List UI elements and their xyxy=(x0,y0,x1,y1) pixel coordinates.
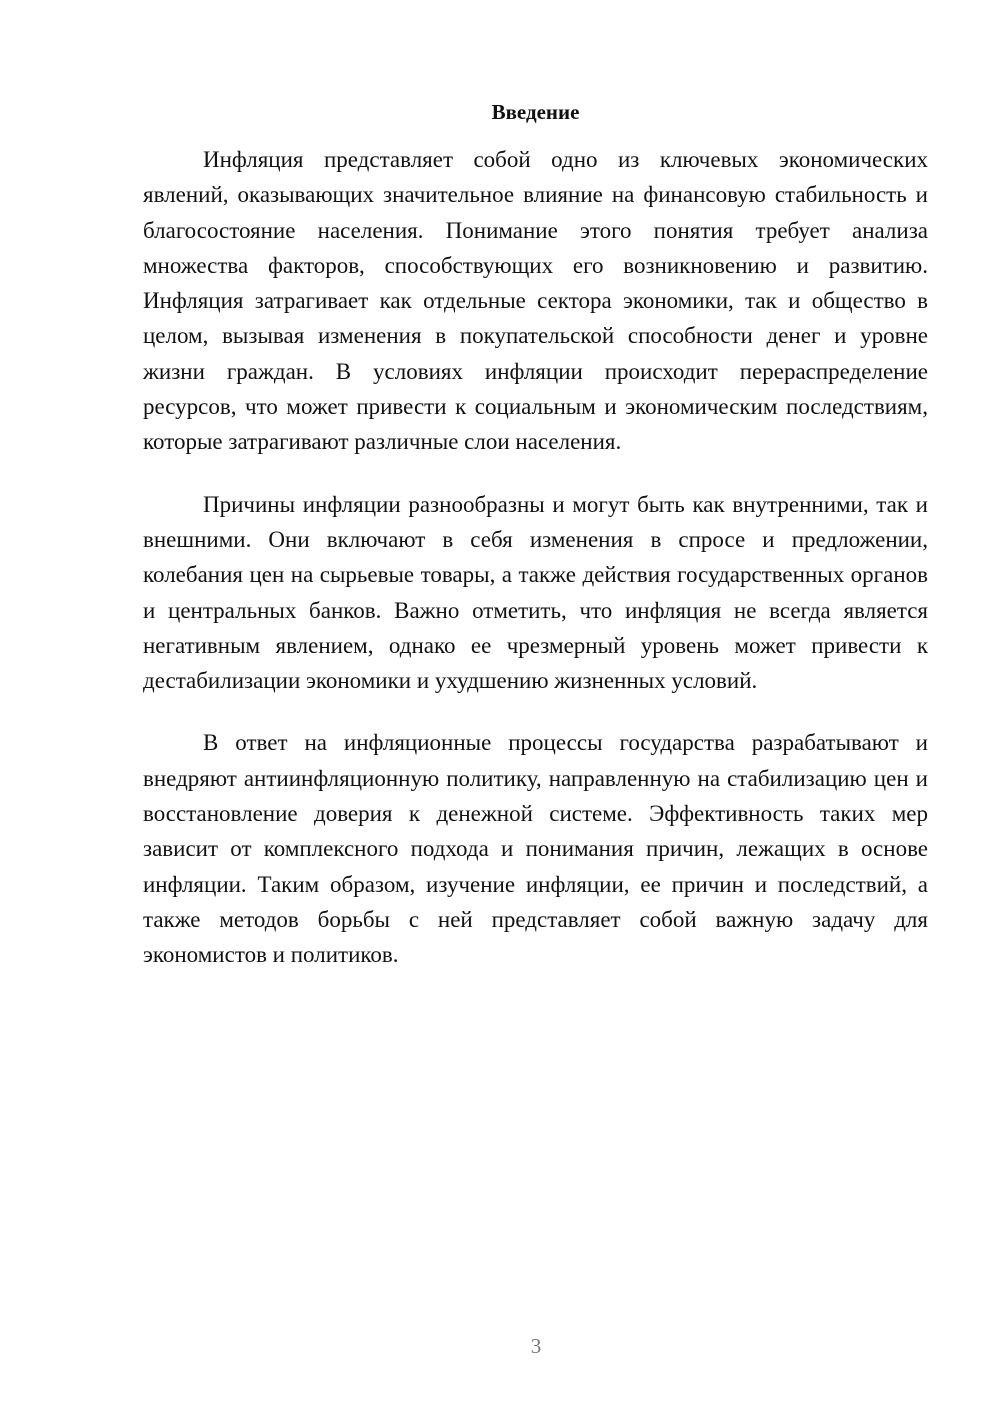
paragraph-3: В ответ на инфляционные процессы государства разрабатывают и внедряют антиинфляционную политику, направленную на стабилизацию цен и восстановление доверия к денежной системе. Эффективность таких мер зависит от комплексного подхода и понимания причин, лежащих в основе инфляции. Таким образом, изучение инфляции, ее причин и последствий, а также методов борьбы с ней представляет собой важную задачу для экономистов и политиков. xyxy=(143,730,928,968)
paragraph-2: Причины инфляции разнообразны и могут быть как внутренними, так и внешними. Они включают в себя изменения в спросе и предложении, колебания цен на сырьевые товары, а также действия государственных органов и центральных банков. Важно отметить, что инфляция не всегда является негативным явлением, однако ее чрезмерный уровень может привести к дестабилизации экономики и ухудшению жизненных условий. xyxy=(143,491,928,694)
page-number: 3 xyxy=(530,1334,542,1358)
paragraph-1: Инфляция представляет собой одно из ключевых экономических явлений, оказывающих значительное влияние на финансовую стабильность и благосостояние населения. Понимание этого понятия требует анализа множества факторов, способствующих его возникновению и развитию. Инфляция затрагивает как отдельные сектора экономики, так и общество в целом, вызывая изменения в покупательской способности денег и уровне жизни граждан. В условиях инфляции происходит перераспределение ресурсов, что может привести к социальным и экономическим последствиям, которые затрагивают различные слои населения. xyxy=(143,147,928,455)
section-title: Введение xyxy=(491,100,580,124)
body-text xyxy=(143,142,928,1000)
